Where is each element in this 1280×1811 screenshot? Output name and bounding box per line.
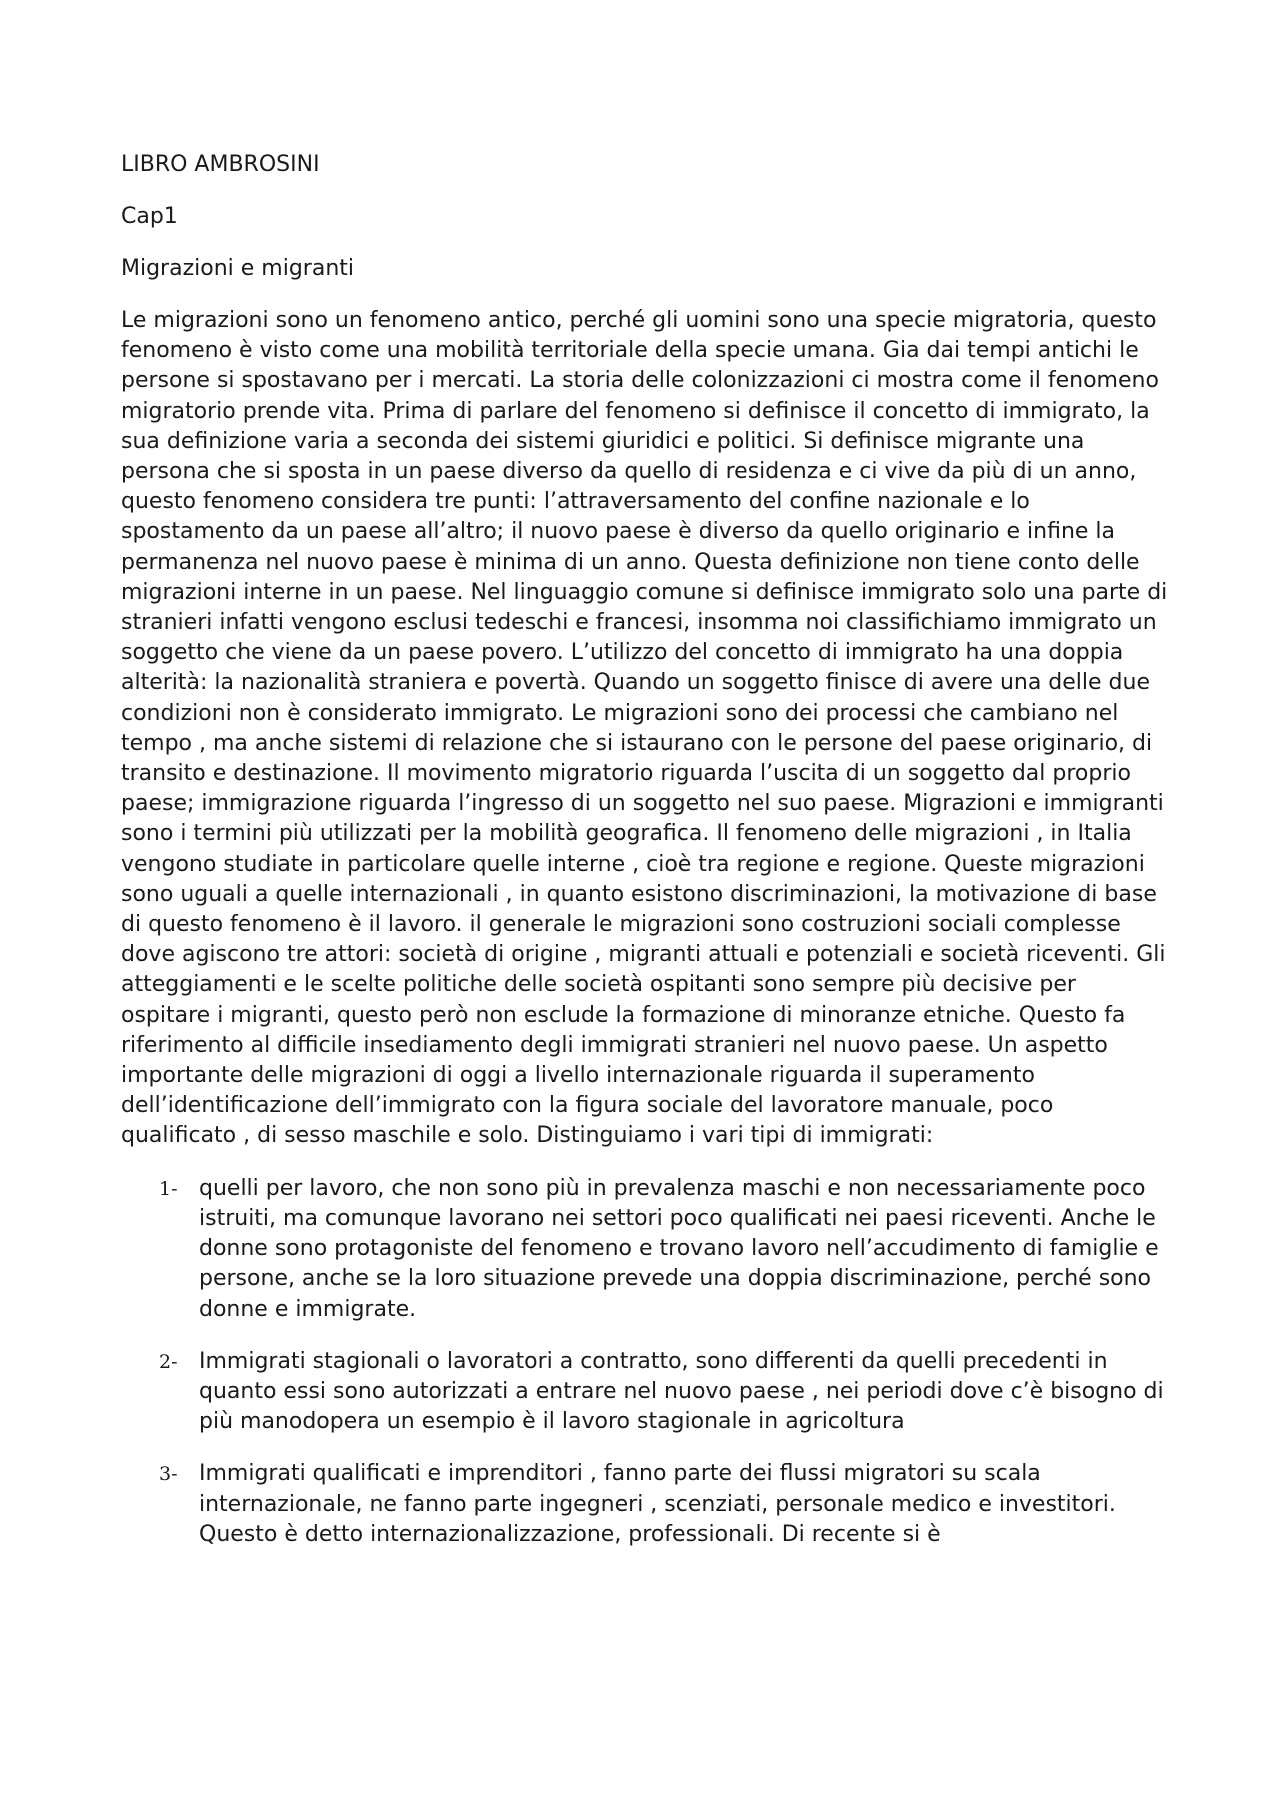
- list-item-marker: 2-: [159, 1350, 178, 1373]
- document-title: LIBRO AMBROSINI: [121, 152, 320, 177]
- list-item: [121, 1459, 1171, 1550]
- list-item: [121, 1174, 1171, 1325]
- list-item-text: Immigrati qualificati e imprenditori , fanno parte dei flussi migratori su scala internazionale, ne fanno parte ingegneri , scenziati, personale medico e investitori. Questo è detto internazionalizzazione, professionali. Di recente si è: [199, 1461, 1116, 1547]
- immigrant-types-list: [121, 1174, 1171, 1550]
- chapter-label: Cap1: [121, 204, 178, 229]
- section-title: Migrazioni e migranti: [121, 256, 354, 281]
- list-item: [121, 1347, 1171, 1438]
- list-item-text: quelli per lavoro, che non sono più in prevalenza maschi e non necessariamente poco istruiti, ma comunque lavorano nei settori poco qualificati nei paesi riceventi. Anche le donne sono protagoniste del fenomeno e trovano lavoro nell’accudimento di famiglie e persone, anche se la loro situazione prevede una doppia discriminazione, perché sono donne e immigrate.: [199, 1175, 1159, 1322]
- document-content: [121, 150, 1171, 1572]
- list-item-text: Immigrati stagionali o lavoratori a contratto, sono differenti da quelli precedenti in quanto essi sono autorizzati a entrare nel nuovo paese , nei periodi dove c’è bisogno di più manodopera un esempio è il lavoro stagionale in agricoltura: [199, 1348, 1164, 1435]
- body-paragraph: Le migrazioni sono un fenomeno antico, perché gli uomini sono una specie migratoria, questo fenomeno è visto come una mobilità territoriale della specie umana. Gia dai tempi antichi le persone si spostavano per i mercati. La storia delle colonizzazioni ci mostra come il fenomeno migratorio prende vita. Prima di parlare del fenomeno si definisce il concetto di immigrato, la sua definizione varia a seconda dei sistemi giuridici e politici. Si definisce migrante una persona che si sposta in un paese diverso da quello di residenza e ci vive da più di un anno, questo fenomeno considera tre punti: l’attraversamento del confine nazionale e lo spostamento da un paese all’altro; il nuovo paese è diverso da quello originario e infine la permanenza nel nuovo paese è minima di un anno. Questa definizione non tiene conto delle migrazioni interne in un paese. Nel linguaggio comune si definisce immigrato solo una parte di stranieri infatti vengono esclusi tedeschi e francesi, insomma noi classifichiamo immigrato un soggetto che viene da un paese povero. L’utilizzo del concetto di immigrato ha una doppia alterità: la nazionalità straniera e povertà. Quando un soggetto finisce di avere una delle due condizioni non è considerato immigrato. Le migrazioni sono dei processi che cambiano nel tempo , ma anche sistemi di relazione che si istaurano con le persone del paese originario, di transito e destinazione. Il movimento migratorio riguarda l’uscita di un soggetto dal proprio paese; immigrazione riguarda l’ingresso di un soggetto nel suo paese. Migrazioni e immigranti sono i termini più utilizzati per la mobilità geografica. Il fenomeno delle migrazioni , in Italia vengono studiate in particolare quelle interne , cioè tra regione e regione. Queste migrazioni sono uguali a quelle internazionali , in quanto esistono discriminazioni, la motivazione di base di questo fenomeno è il lavoro. il generale le migrazioni sono costruzioni sociali complesse dove agiscono tre attori: società di origine , migranti attuali e potenziali e società riceventi. Gli atteggiamenti e le scelte politiche delle società ospitanti sono sempre più decisive per ospitare i migranti, questo però non esclude la formazione di minoranze etniche. Questo fa riferimento al difficile insediamento degli immigrati stranieri nel nuovo paese. Un aspetto importante delle migrazioni di oggi a livello internazionale riguarda il superamento dell’identificazione dell’immigrato con la figura sociale del lavoratore manuale, poco qualificato , di sesso maschile e solo. Distinguiamo i vari tipi di immigrati:: [121, 308, 1168, 1149]
- list-item-marker: 1-: [159, 1177, 178, 1200]
- list-item-marker: 3-: [159, 1463, 178, 1486]
